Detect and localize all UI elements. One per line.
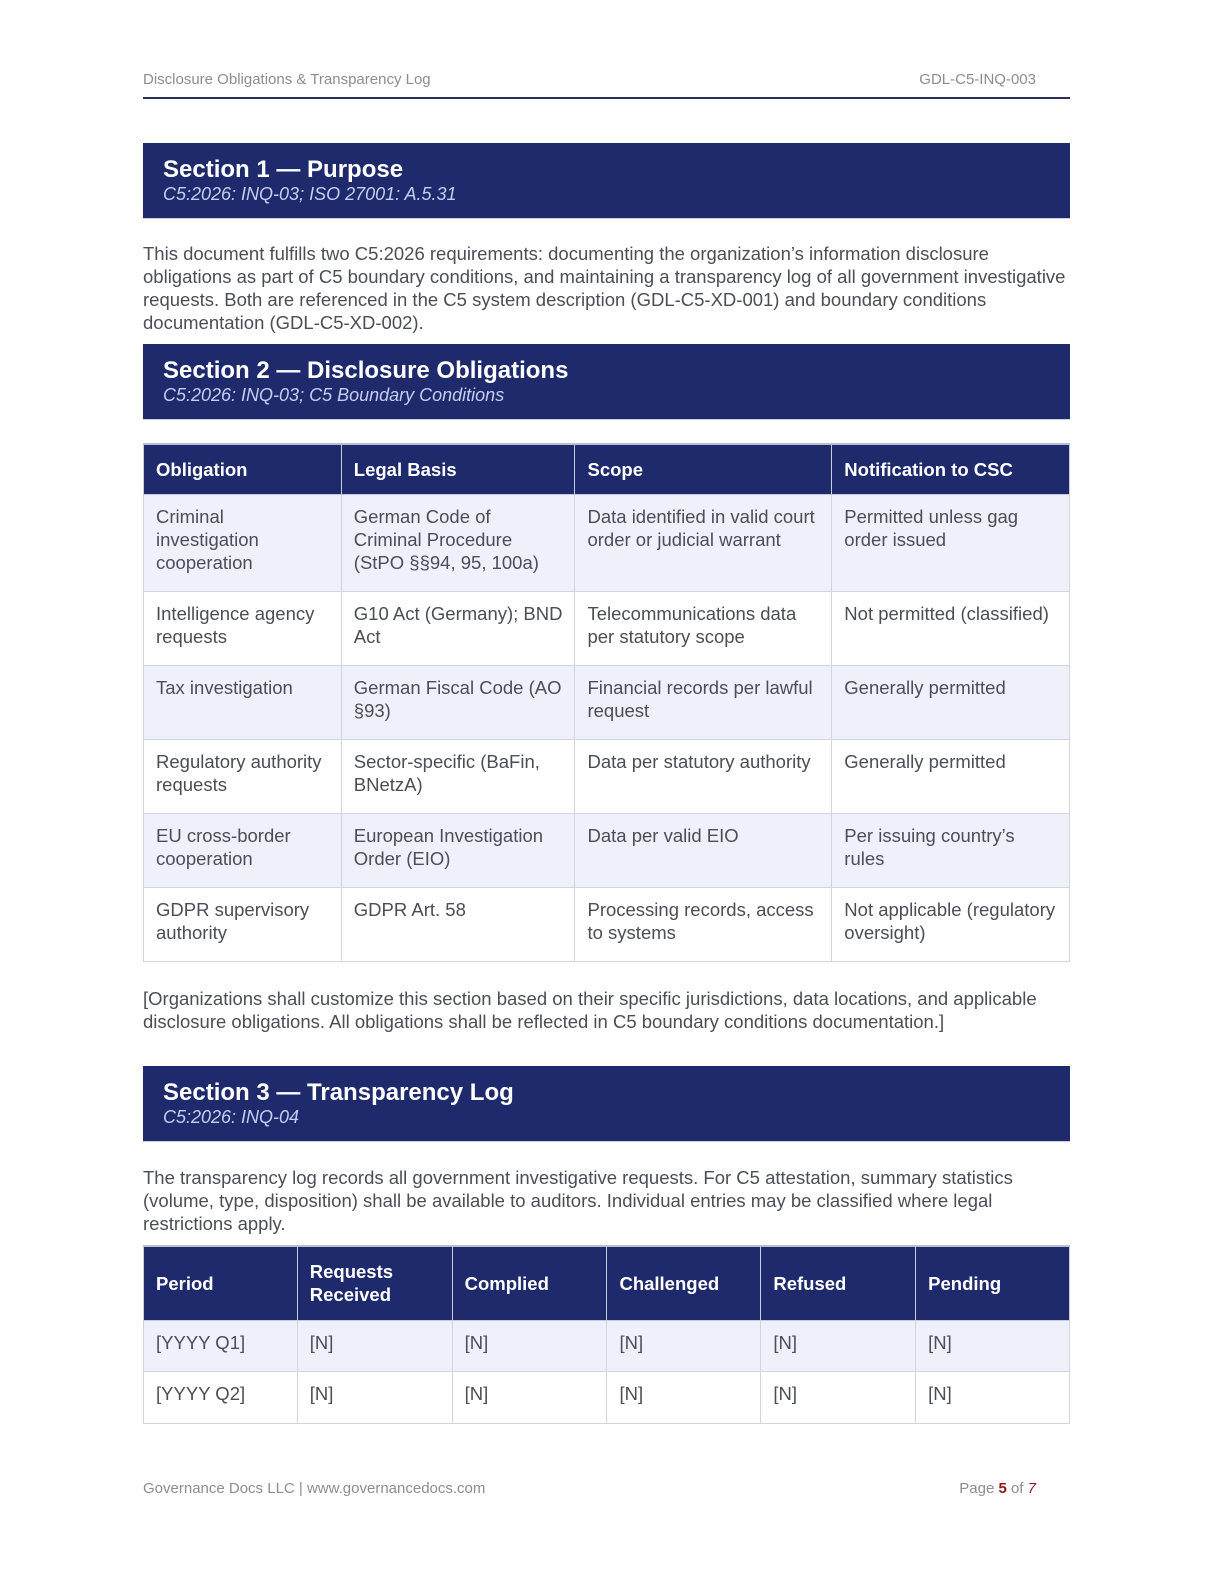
table-cell: Permitted unless gag order issued (832, 494, 1070, 591)
section-3-title: Section 3 — Transparency Log (163, 1079, 514, 1106)
table-row (144, 494, 1070, 591)
header-doc-title: Disclosure Obligations & Transparency Log (143, 71, 431, 88)
transparency-log-table (143, 1245, 1070, 1424)
table-cell: [N] (607, 1320, 761, 1371)
table-cell: [N] (607, 1371, 761, 1423)
section-1-body: This document fulfills two C5:2026 requirements: documenting the organization’s information disclosure obligations as part of C5 boundary conditions, and maintaining a transparency log of all government investigative requests. Both are referenced in the C5 system description (GDL-C5-XD-001) and boundary conditions documentation (GDL-C5-XD-002). (143, 243, 1066, 333)
table-cell: Not permitted (classified) (832, 591, 1070, 665)
section-2-subtitle: C5:2026: INQ-03; C5 Boundary Conditions (163, 385, 505, 405)
table-cell: GDPR supervisory authority (144, 887, 342, 961)
column-header: Refused (761, 1246, 916, 1320)
column-header: Pending (916, 1246, 1070, 1320)
section-3-heading (143, 1066, 1070, 1142)
table-header-row (144, 1246, 1070, 1320)
table-cell: [YYYY Q2] (144, 1371, 298, 1423)
table-row (144, 591, 1070, 665)
table-cell: Data per valid EIO (575, 813, 832, 887)
table-cell: Telecommunications data per statutory scope (575, 591, 832, 665)
page-current: 5 (998, 1480, 1007, 1497)
table-row (144, 887, 1070, 961)
section-2-heading (143, 344, 1070, 420)
section-2-customization-note: [Organizations shall customize this section based on their specific jurisdictions, data locations, and applicable disclosure obligations. All obligations shall be reflected in C5 boundary conditions documentation.] (143, 988, 1037, 1032)
table-cell: [YYYY Q1] (144, 1320, 298, 1371)
table-cell: Generally permitted (832, 665, 1070, 739)
section-1-title: Section 1 — Purpose (163, 156, 404, 183)
table-row (144, 1371, 1070, 1423)
table-cell: Data per statutory authority (575, 739, 832, 813)
column-header: Scope (575, 444, 832, 494)
table-cell: Processing records, access to systems (575, 887, 832, 961)
table-cell: Regulatory authority requests (144, 739, 342, 813)
table-cell: Intelligence agency requests (144, 591, 342, 665)
column-header: Legal Basis (341, 444, 575, 494)
table-cell: Financial records per lawful request (575, 665, 832, 739)
table-cell: Sector-specific (BaFin, BNetzA) (341, 739, 575, 813)
table-cell: [N] (916, 1371, 1070, 1423)
column-header: Complied (452, 1246, 607, 1320)
table-header-row (144, 444, 1070, 494)
running-header (143, 70, 1070, 99)
table-row (144, 739, 1070, 813)
footer-company: Governance Docs LLC | www.governancedocs.com (143, 1480, 486, 1497)
page-prefix: Page (959, 1480, 999, 1497)
disclosure-obligations-table (143, 443, 1070, 962)
section-3-subtitle: C5:2026: INQ-04 (163, 1107, 300, 1127)
table-cell: German Code of Criminal Procedure (StPO §§94, 95, 100a) (341, 494, 575, 591)
column-header: Challenged (607, 1246, 761, 1320)
table-cell: [N] (761, 1371, 916, 1423)
table-row (144, 813, 1070, 887)
table-row (144, 665, 1070, 739)
table-row (144, 1320, 1070, 1371)
table-cell: [N] (761, 1320, 916, 1371)
table-cell: Tax investigation (144, 665, 342, 739)
table-cell: Generally permitted (832, 739, 1070, 813)
table-cell: Per issuing country’s rules (832, 813, 1070, 887)
page-total: 7 (1027, 1480, 1036, 1497)
page-number (959, 1480, 1036, 1497)
table-cell: Not applicable (regulatory oversight) (832, 887, 1070, 961)
table-cell: German Fiscal Code (AO §93) (341, 665, 575, 739)
table-cell: [N] (452, 1320, 607, 1371)
table-cell: G10 Act (Germany); BND Act (341, 591, 575, 665)
section-1-heading (143, 143, 1070, 219)
column-header: Period (144, 1246, 298, 1320)
table-cell: [N] (297, 1320, 452, 1371)
table-cell: European Investigation Order (EIO) (341, 813, 575, 887)
section-1-subtitle: C5:2026: INQ-03; ISO 27001: A.5.31 (163, 184, 457, 204)
column-header: Obligation (144, 444, 342, 494)
column-header: Notification to CSC (832, 444, 1070, 494)
table-cell: Criminal investigation cooperation (144, 494, 342, 591)
table-cell: GDPR Art. 58 (341, 887, 575, 961)
column-header: Requests Received (297, 1246, 452, 1320)
table-cell: [N] (916, 1320, 1070, 1371)
section-3-body: The transparency log records all government investigative requests. For C5 attestation, summary statistics (volume, type, disposition) shall be available to auditors. Individual entries may be classified where legal restrictions apply. (143, 1167, 1013, 1234)
table-cell: [N] (297, 1371, 452, 1423)
table-cell: [N] (452, 1371, 607, 1423)
page-of: of (1006, 1480, 1028, 1497)
table-cell: EU cross-border cooperation (144, 813, 342, 887)
section-2-title: Section 2 — Disclosure Obligations (163, 357, 569, 384)
header-doc-id: GDL-C5-INQ-003 (919, 71, 1036, 88)
table-cell: Data identified in valid court order or judicial warrant (575, 494, 832, 591)
